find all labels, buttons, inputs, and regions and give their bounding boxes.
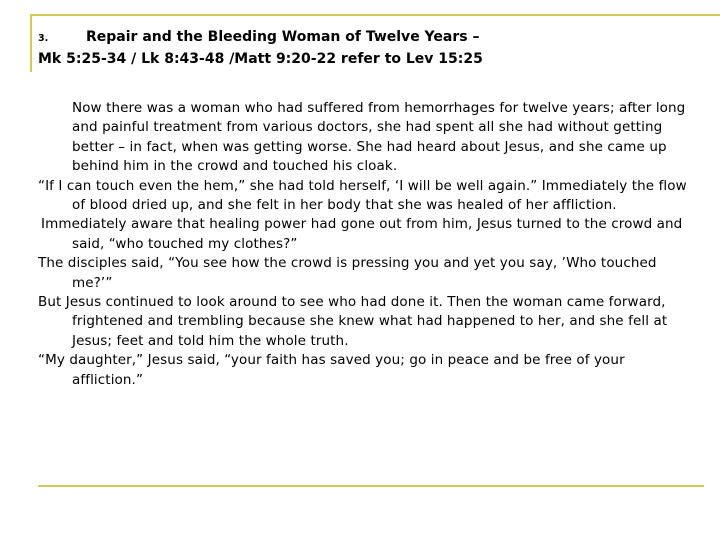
passage-paragraph: But Jesus continued to look around to see who had done it. Then the woman came forward, frightened and trembling because she knew what had happened to her, and she fell at Jesus; feet and told him the whole truth. [38, 294, 668, 349]
passage-paragraph: Now there was a woman who had suffered from hemorrhages for twelve years; after long and painful treatment from various doctors, she had spent all she had without getting better – in fact, when was getting worse. She had heard about Jesus, and she came up behind him in the crowd and touched his cloak. [72, 100, 686, 175]
bottom-rule [38, 485, 704, 487]
title-line-2: Mk 5:25-34 / Lk 8:43-48 /Matt 9:20-22 refer to Lev 15:25 [38, 51, 483, 67]
passage-paragraph: The disciples said, “You see how the crowd is pressing you and yet you say, ’Who touched me?’” [38, 255, 657, 291]
title-line-1 [38, 27, 698, 49]
passage-paragraph: Immediately aware that healing power had gone out from him, Jesus turned to the crowd and said, “who touched my clothes?” [41, 216, 683, 252]
slide-title [38, 27, 698, 69]
passage-paragraph: “If I can touch even the hem,” she had told herself, ‘I will be well again.” Immediately the flow of blood dried up, and she felt in her body that she was healed of her affliction. [38, 177, 687, 214]
title-text: Repair and the Bleeding Woman of Twelve Years – [86, 29, 480, 45]
passage-body [38, 99, 688, 390]
passage-paragraph: “My daughter,” Jesus said, “your faith has saved you; go in peace and be free of your affliction.” [38, 352, 625, 388]
top-rule [30, 14, 720, 16]
title-number: 3. [38, 33, 49, 44]
left-rule [30, 14, 32, 72]
